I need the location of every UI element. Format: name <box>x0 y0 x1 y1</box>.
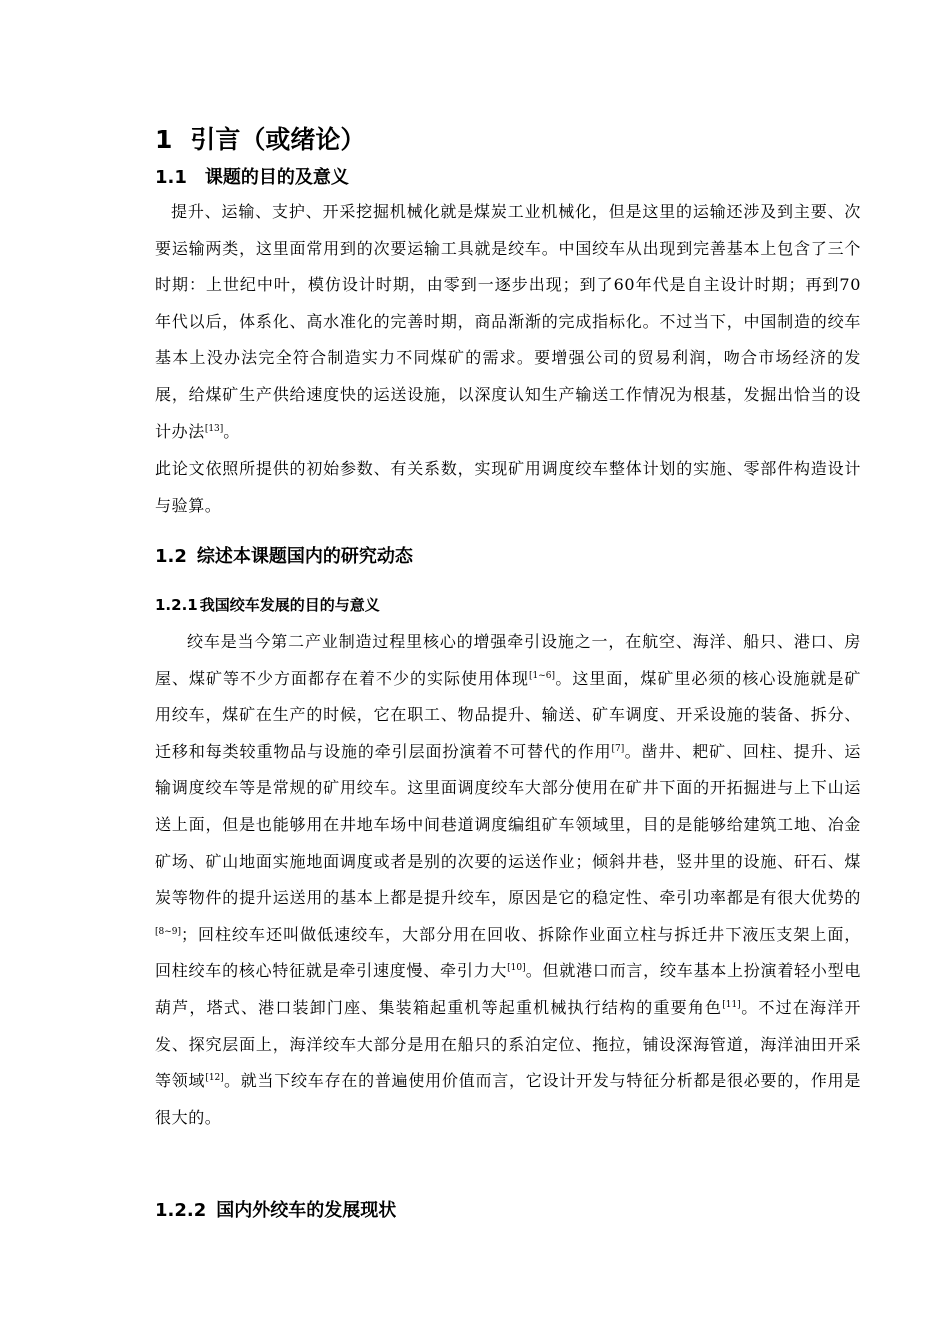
chapter-title: 引言（或绪论） <box>190 125 366 154</box>
citation: [13] <box>204 423 224 434</box>
chapter-number: 1 <box>155 125 173 154</box>
chapter-heading <box>155 120 365 156</box>
paragraph-3-text: 绞车是当今第二产业制造过程里核心的增强牵引设施之一，在航空、海洋、船只、港口、房屋、煤矿等不少方面都存在着不少的实际使用体现 <box>155 632 861 688</box>
paragraph-3 <box>155 624 861 1136</box>
citation: [12] <box>205 1073 224 1084</box>
subsection-title: 我国绞车发展的目的与意义 <box>199 596 380 614</box>
subsection-heading-1-2-1 <box>155 594 380 615</box>
subsection-number: 1.2.1 <box>155 596 198 614</box>
subsection-title: 国内外绞车的发展现状 <box>216 1200 397 1221</box>
section-title: 课题的目的及意义 <box>204 167 349 188</box>
section-number: 1.1 <box>155 167 187 188</box>
paragraph-3-text: 。不过在海洋开发、探究层面上，海洋绞车大部分是用在船只的系泊定位、拖拉，铺设深海管道，海洋油田开采等领域 <box>155 997 862 1091</box>
section-title: 综述本课题国内的研究动态 <box>196 546 413 567</box>
citation: [8~9] <box>155 926 182 937</box>
citation: [11] <box>722 999 741 1010</box>
paragraph-3-text: 。这里面，煤矿里必须的核心设施就是矿用绞车，煤矿在生产的时候，它在职工、物品提升、输送、矿车调度、开采设施的装备、拆分、迁移和每类较重物品与设施的牵引层面扮演着不可替代的作用 <box>155 668 861 761</box>
subsection-number: 1.2.2 <box>155 1200 207 1221</box>
paragraph-1 <box>155 194 861 450</box>
citation: [1~6] <box>528 670 555 681</box>
paragraph-3-text: ；回柱绞车还叫做低速绞车，大部分用在回收、拆除作业面立柱与拆迁井下液压支架上面，回柱绞车的核心特征就是牵引速度慢、牵引力大 <box>155 924 861 981</box>
section-heading-1-2 <box>155 542 413 568</box>
paragraph-3-text: 。但就港口而言，绞车基本上扮演着轻小型电葫芦，塔式、港口装卸门座、集装箱起重机等起重机械执行结构的重要角色 <box>155 961 861 1017</box>
section-heading-1-1 <box>155 163 349 189</box>
paragraph-1-text: 提升、运输、支护、开采挖掘机械化就是煤炭工业机械化，但是这里的运输还涉及到主要、次要运输两类，这里面常用到的次要运输工具就是绞车。中国绞车从出现到完善基本上包含了三个时期：上世纪中叶，模仿设计时期，由零到一逐步出现；到了60年代是自主设计时期；再到70年代以后，体系化、高水准化的完善时期，商品渐渐的完成指标化。不过当下，中国制造的绞车基本上没办法完全符合制造实力不同煤矿的需求。要增强公司的贸易利润，吻合市场经济的发展，给煤矿生产供给速度快的运送设施，以深度认知生产输送工作情况为根基，发掘出恰当的设计办法 <box>155 202 861 441</box>
citation: [10] <box>507 963 526 974</box>
subsection-heading-1-2-2 <box>155 1196 396 1222</box>
paragraph-3-text: 。凿井、耙矿、回柱、提升、运输调度绞车等是常规的矿用绞车。这里面调度绞车大部分使用在矿井下面的开拓掘进与上下山运送上面，但是也能够用在井地车场中间巷道调度编组矿车领域里，目的是能够给建筑工地、冶金矿场、矿山地面实施地面调度或者是别的次要的运送作业；倾斜井巷，竖井里的设施、矸石、煤炭等物件的提升运送用的基本上都是提升绞车，原因是它的稳定性、牵引功率都是有很大优势的 <box>155 741 861 908</box>
section-number: 1.2 <box>155 546 187 567</box>
paragraph-1-end: 。 <box>223 421 240 441</box>
citation: [7] <box>611 743 625 754</box>
paragraph-2: 此论文依照所提供的初始参数、有关系数，实现矿用调度绞车整体计划的实施、零部件构造设计与验算。 <box>155 459 861 515</box>
paragraph-3-text: 。就当下绞车存在的普遍使用价值而言，它设计开发与特征分析都是很必要的，作用是很大的。 <box>155 1071 861 1127</box>
